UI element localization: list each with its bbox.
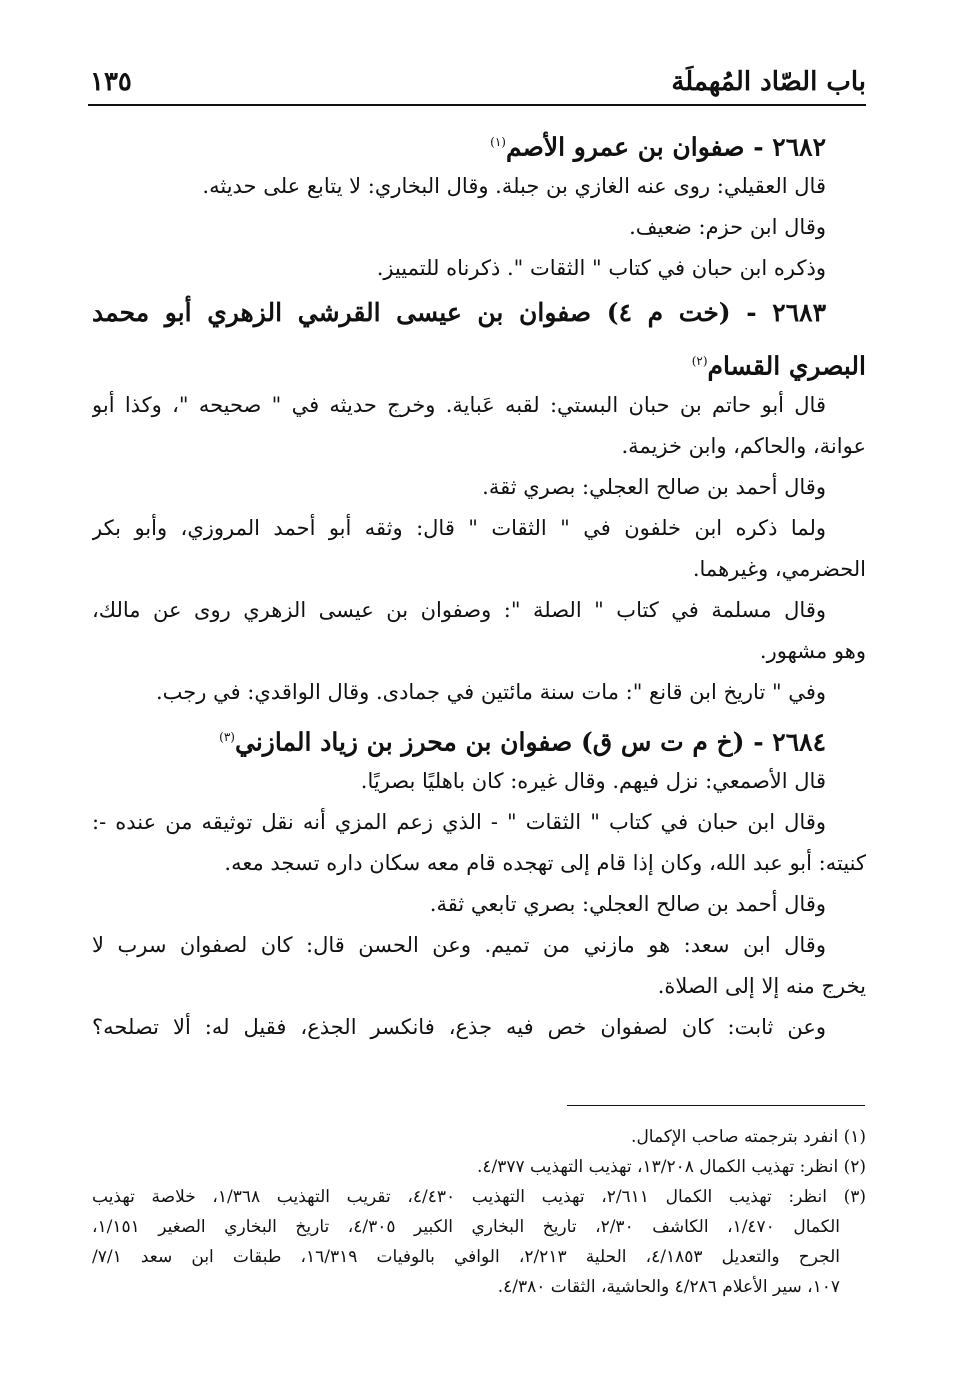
text-line: عوانة، والحاكم، وابن خزيمة. — [621, 434, 866, 458]
text-line: وعن ثابت: كان لصفوان خص فيه جذع، فانكسر الجذع، فقيل له: ألا تصلحه؟ — [92, 1015, 826, 1039]
text-line: قال الأصمعي: نزل فيهم. وقال غيره: كان باهليًا بصريًا. — [360, 769, 826, 793]
footnotes — [92, 1122, 866, 1302]
text-line: وذكره ابن حبان في كتاب " الثقات ". ذكرناه للتمييز. — [376, 256, 826, 280]
entry-heading-2683-cont: البصري القسام$^{(٢)}$ — [691, 351, 866, 381]
footnote-ref-3: (٣) — [219, 730, 235, 744]
text-line: وهو مشهور. — [759, 639, 866, 663]
footnote-3-cont: الجرح والتعديل ٤/١٨٥٣، الحلية ٢/٢١٣، الوافي بالوفيات ١٦/٣١٩، طبقات ابن سعد ٧/١/ — [92, 1247, 841, 1267]
footnote-ref-1: (١) — [490, 135, 506, 149]
footnote-3-cont: ١٠٧، سير الأعلام ٤/٢٨٦ والحاشية، الثقات ٤/٣٨٠. — [497, 1277, 840, 1297]
footnote-1: (١) انفرد بترجمته صاحب الإكمال. — [631, 1127, 866, 1147]
chapter-title: باب الصّاد المُهملَة — [671, 67, 866, 97]
text-line: قال العقيلي: روى عنه الغازي بن جبلة. وقال البخاري: لا يتابع على حديثه. — [202, 174, 826, 198]
main-text — [92, 118, 866, 1048]
footnote-ref-2: (٢) — [691, 354, 708, 368]
text-line: الحضرمي، وغيرهما. — [692, 557, 866, 581]
text-line: يخرج منه إلا إلى الصلاة. — [657, 974, 866, 998]
text-line: كنيته: أبو عبد الله، وكان إذا قام إلى تهجده قام معه سكان داره تسجد معه. — [224, 851, 866, 875]
text-line: ولما ذكره ابن خلفون في " الثقات " قال: وثقه أبو أحمد المروزي، وأبو بكر — [92, 516, 826, 540]
running-header — [90, 60, 866, 104]
text-line: قال أبو حاتم بن حبان البستي: لقبه عَباية. وخرج حديثه في " صحيحه "، وكذا أبو — [92, 393, 826, 417]
entry-heading-2684: ٢٦٨٤ - (خ م ت س ق) صفوان بن محرز بن زياد المازني$^{(٣)}$ — [219, 727, 826, 757]
page-number: ١٣٥ — [90, 67, 132, 97]
footnote-rule — [567, 1105, 865, 1106]
text-line: وقال أحمد بن صالح العجلي: بصري ثقة. — [482, 475, 826, 499]
entry-heading-2683: ٢٦٨٣ - (خت م ٤) صفوان بن عيسى القرشي الزهري أبو محمد — [92, 298, 827, 327]
footnote-3-cont: الكمال ١/٤٧٠، الكاشف ٢/٣٠، تاريخ البخاري الكبير ٤/٣٠٥، تاريخ البخاري الصغير ١/١٥١، — [92, 1217, 841, 1237]
footnote-3: (٣) انظر: تهذيب الكمال ٢/٦١١، تهذيب التهذيب ٤/٤٣٠، تقريب التهذيب ١/٣٦٨، خلاصة تهذيب — [92, 1187, 866, 1207]
text-line: وقال ابن سعد: هو مازني من تميم. وعن الحسن قال: كان لصفوان سرب لا — [92, 933, 826, 957]
text-line: وقال أحمد بن صالح العجلي: بصري تابعي ثقة. — [429, 892, 826, 916]
text-line: وقال ابن حزم: ضعيف. — [629, 215, 826, 239]
text-line: وقال ابن حبان في كتاب " الثقات " - الذي زعم المزي أنه نقل توثيقه من عنده -: — [92, 810, 826, 834]
text-line: وقال مسلمة في كتاب " الصلة ": وصفوان بن عيسى الزهري روى عن مالك، — [92, 598, 826, 622]
entry-heading-2682: ٢٦٨٢ - صفوان بن عمرو الأصم$^{(١)}$ — [490, 132, 826, 162]
header-rule — [88, 104, 866, 106]
footnote-2: (٢) انظر: تهذيب الكمال ١٣/٢٠٨، تهذيب التهذيب ٤/٣٧٧. — [476, 1157, 866, 1177]
text-line: وفي " تاريخ ابن قانع ": مات سنة مائتين في جمادى. وقال الواقدي: في رجب. — [155, 680, 826, 704]
